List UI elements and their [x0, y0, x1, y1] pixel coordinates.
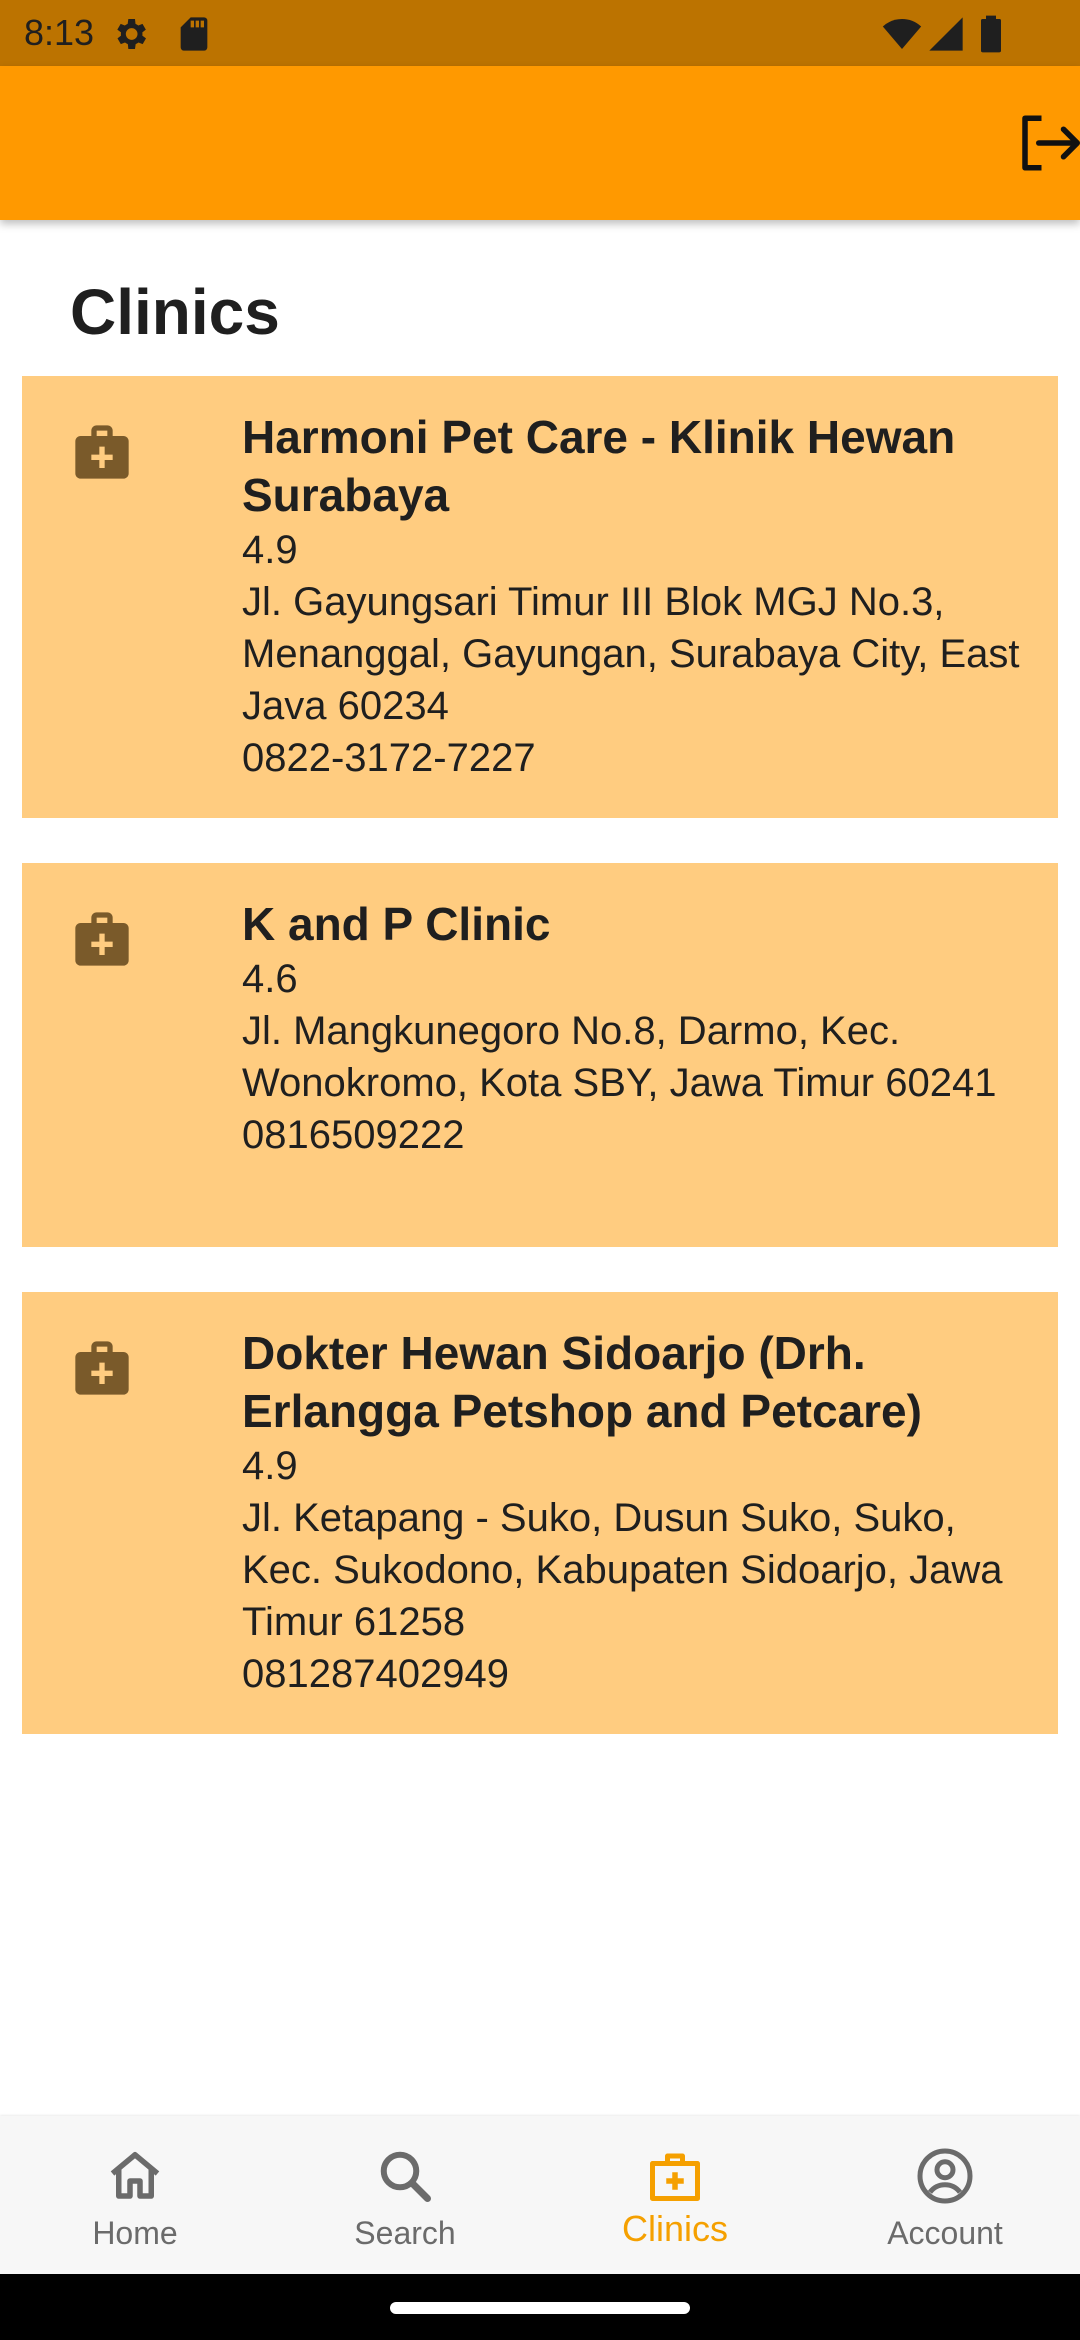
clinic-card[interactable]	[22, 1292, 1058, 1734]
clinic-phone: 0822-3172-7227	[242, 736, 536, 780]
medical-bag-icon	[70, 907, 134, 971]
clinic-details	[242, 1324, 1032, 1700]
medical-bag-icon	[70, 420, 134, 484]
nav-item-clinics[interactable]	[540, 2116, 810, 2274]
sd-card-icon	[174, 14, 214, 54]
account-circle-icon	[915, 2146, 975, 2206]
nav-item-account[interactable]	[810, 2116, 1080, 2274]
clinic-details	[242, 408, 1032, 784]
status-time: 8:13	[24, 12, 95, 53]
clinic-details	[242, 895, 1032, 1161]
medical-bag-icon	[645, 2146, 705, 2206]
nav-label-search: Search	[354, 2215, 456, 2251]
cell-signal-icon	[926, 14, 966, 54]
clinic-address: Jl. Gayungsari Timur III Blok MGJ No.3, Menanggal, Gayungan, Surabaya City, East Java 60234	[242, 580, 1020, 728]
top-app-bar	[0, 66, 1080, 220]
nav-label-home: Home	[92, 2215, 178, 2251]
clinic-rating: 4.9	[242, 528, 298, 572]
logout-icon	[1014, 110, 1080, 176]
clinic-name: Dokter Hewan Sidoarjo (Drh. Erlangga Petshop and Petcare)	[242, 1327, 922, 1437]
nav-label-account: Account	[887, 2215, 1003, 2251]
clinic-card[interactable]	[22, 863, 1058, 1247]
clinic-address: Jl. Mangkunegoro No.8, Darmo, Kec. Wonokromo, Kota SBY, Jawa Timur 60241	[242, 1009, 997, 1105]
medical-bag-icon	[70, 1336, 134, 1400]
clinic-address: Jl. Ketapang - Suko, Dusun Suko, Suko, Kec. Sukodono, Kabupaten Sidoarjo, Jawa Timur 61258	[242, 1496, 1003, 1644]
nav-item-home[interactable]	[0, 2116, 270, 2274]
wifi-icon	[880, 14, 924, 54]
gesture-handle[interactable]	[390, 2302, 690, 2314]
clinic-name: Harmoni Pet Care - Klinik Hewan Surabaya	[242, 411, 956, 521]
settings-gear-icon	[110, 14, 150, 54]
logout-button[interactable]	[1014, 110, 1080, 176]
search-icon	[375, 2146, 435, 2206]
nav-item-search[interactable]	[270, 2116, 540, 2274]
bottom-navigation	[0, 2116, 1080, 2274]
home-icon	[105, 2146, 165, 2206]
nav-label-clinics: Clinics	[621, 2208, 728, 2249]
clinic-rating: 4.9	[242, 1444, 298, 1488]
clinic-name: K and P Clinic	[242, 898, 551, 950]
clinic-card[interactable]	[22, 376, 1058, 818]
status-bar	[0, 0, 1080, 66]
page-title: Clinics	[70, 276, 280, 348]
gesture-navigation-bar	[0, 2274, 1080, 2340]
clinic-phone: 0816509222	[242, 1113, 465, 1157]
battery-icon	[976, 14, 1006, 54]
clinic-rating: 4.6	[242, 957, 298, 1001]
clinic-phone: 081287402949	[242, 1652, 509, 1696]
